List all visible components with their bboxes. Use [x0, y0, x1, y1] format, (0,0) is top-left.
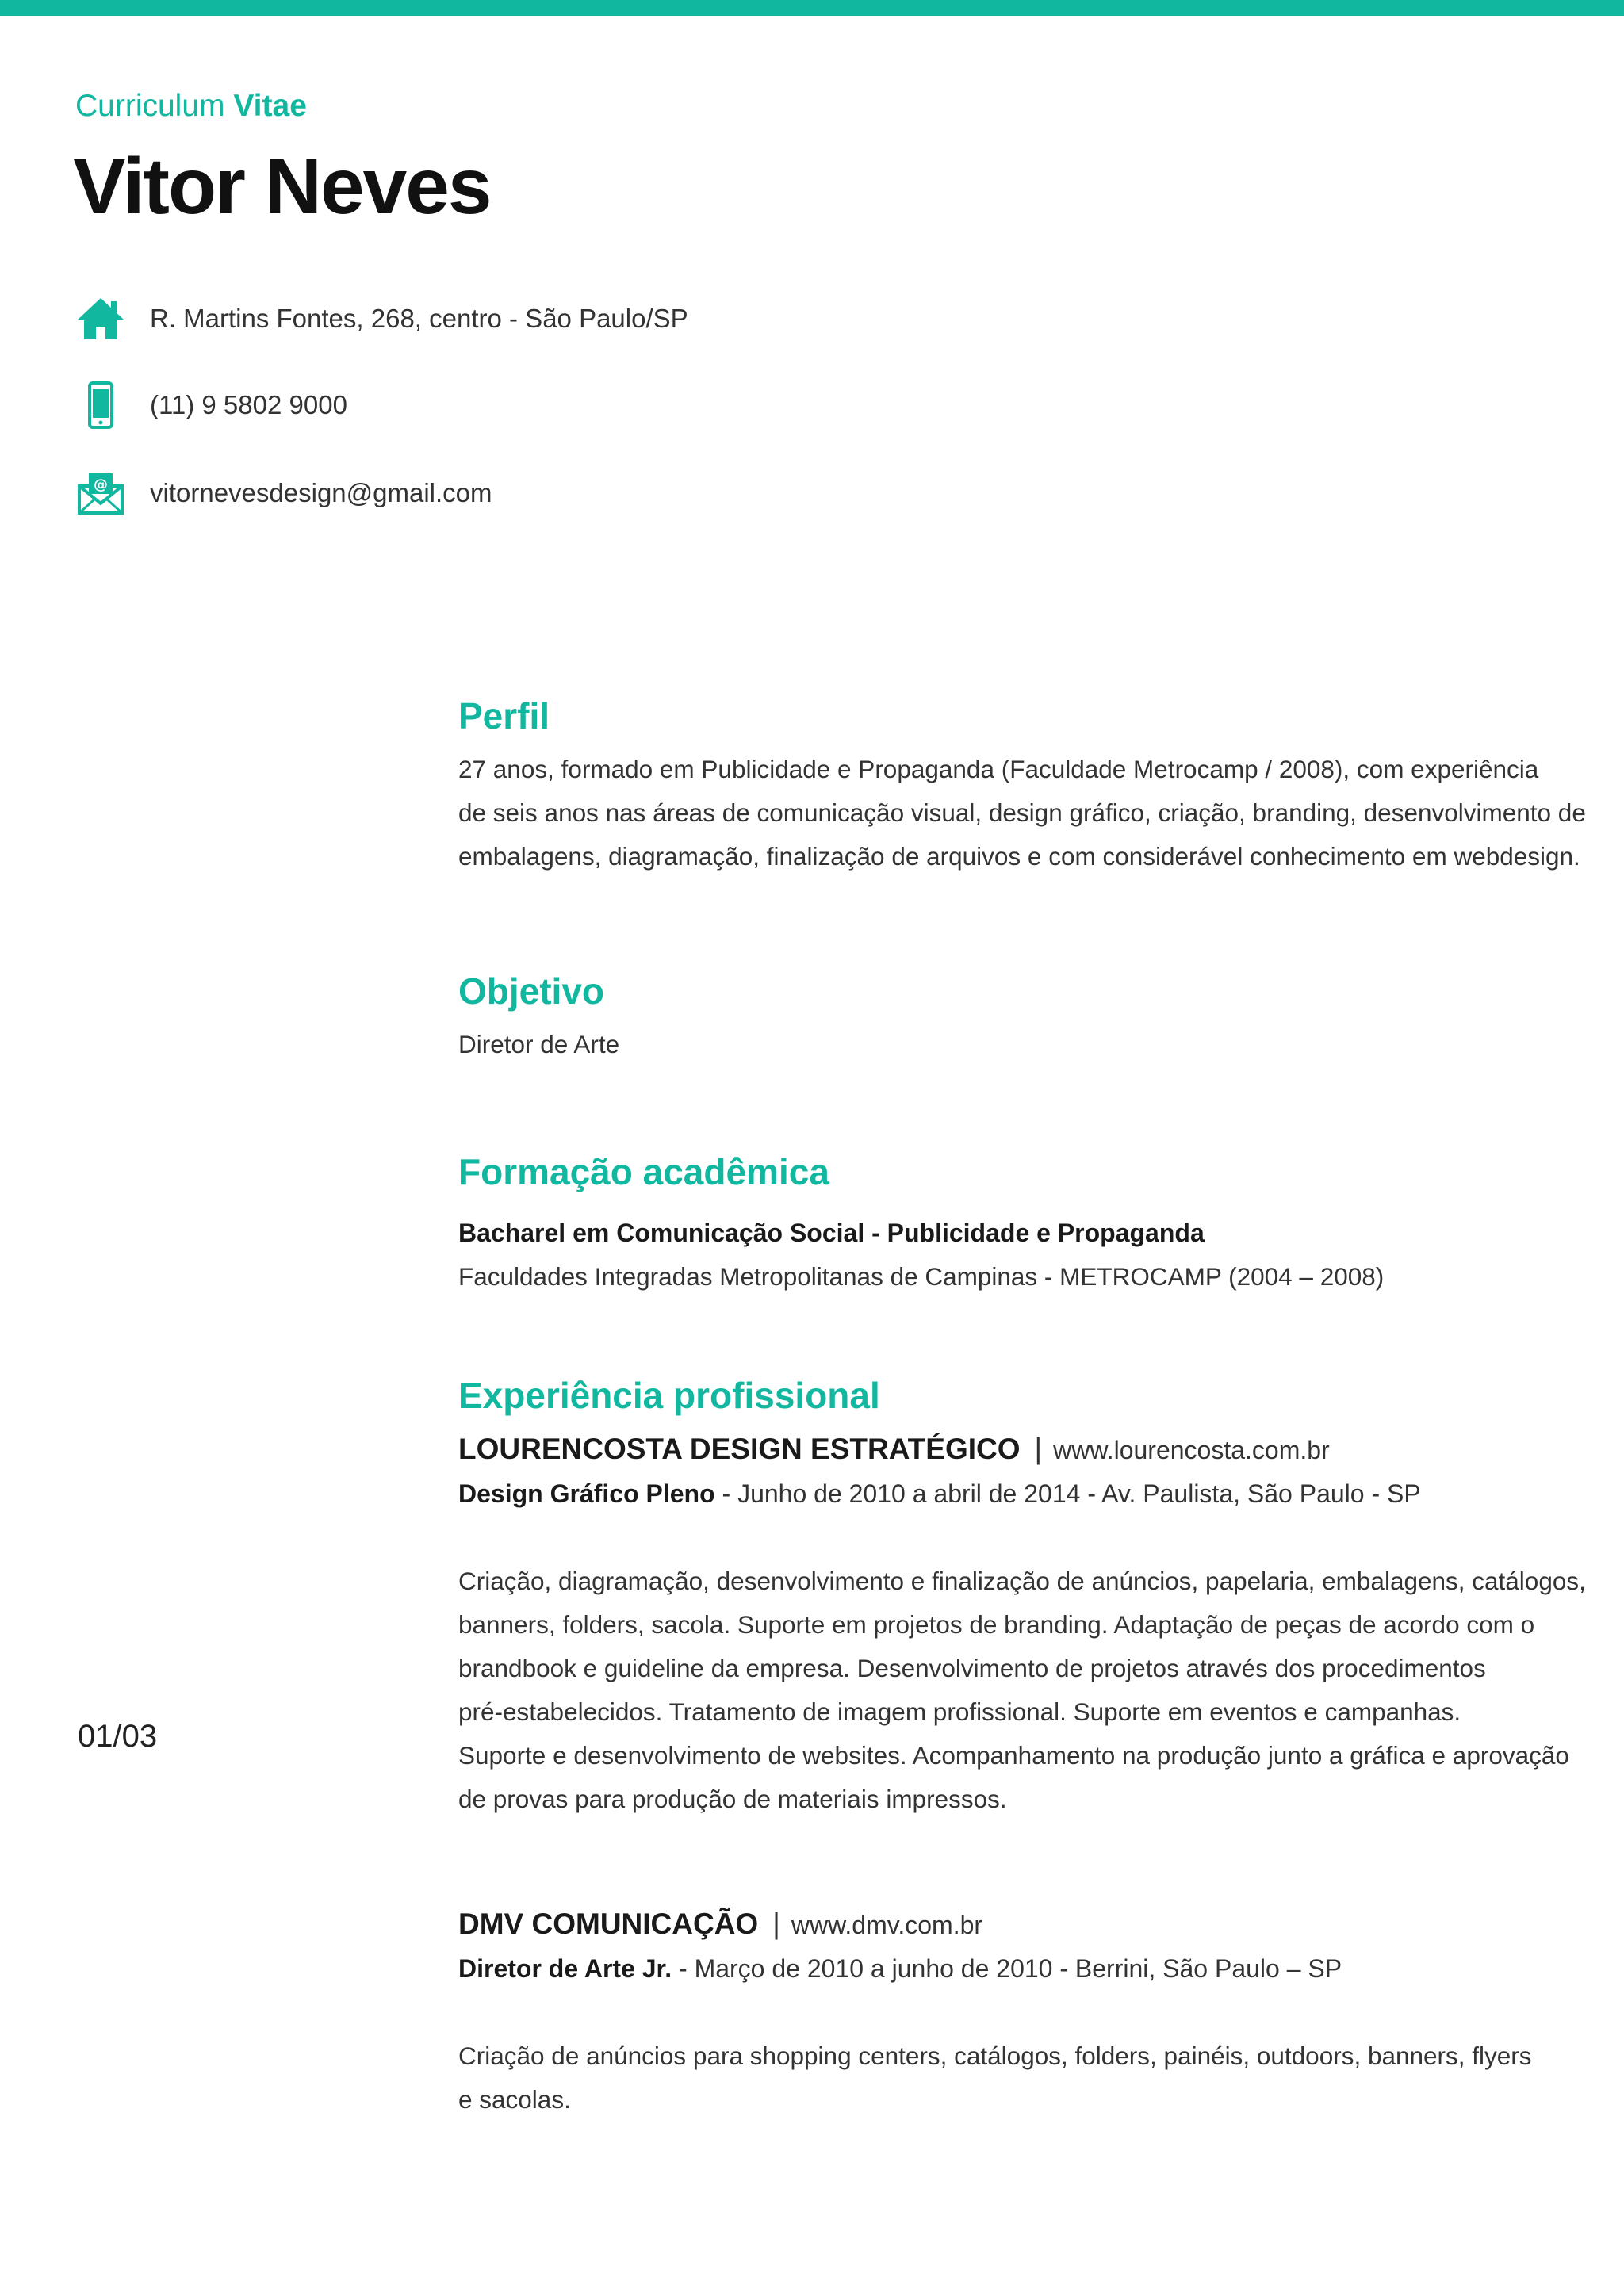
- contact-email-row: [75, 468, 492, 519]
- job-description-line: de provas para produção de materiais impressos.: [458, 1784, 1007, 1813]
- job-role-line: [458, 1472, 1545, 1516]
- job-company-line: [458, 1427, 1545, 1472]
- contact-address-row: [75, 293, 688, 344]
- section-experiencia: [458, 1375, 1586, 2122]
- job-description: [458, 2034, 1545, 2122]
- section-title-objetivo: Objetivo: [458, 970, 605, 1012]
- job-description-line: banners, folders, sacola. Suporte em projetos de branding. Adaptação de peças de acordo com o: [458, 1609, 1535, 1639]
- formacao-degree: Bacharel em Comunicação Social - Publicidade e Propaganda: [458, 1218, 1205, 1247]
- contact-phone: (11) 9 5802 9000: [150, 390, 347, 419]
- perfil-line: embalagens, diagramação, finalização de arquivos e com considerável conhecimento em webdesign.: [458, 841, 1580, 871]
- email-envelope-icon: [75, 468, 126, 519]
- section-objetivo: [458, 971, 1545, 1066]
- job-description-line: pré-estabelecidos. Tratamento de imagem profissional. Suporte em eventos e campanhas.: [458, 1697, 1461, 1726]
- job-description-line: Suporte e desenvolvimento de websites. Acompanhamento na produção junto a gráfica e aprovação: [458, 1740, 1569, 1770]
- section-perfil: [458, 695, 1586, 878]
- job-details: - Junho de 2010 a abril de 2014 - Av. Paulista, São Paulo - SP: [714, 1479, 1421, 1508]
- candidate-name: Vitor Neves: [73, 142, 491, 231]
- document-eyebrow: [75, 89, 307, 124]
- job-company-line: [458, 1902, 1545, 1947]
- job-role: Design Gráfico Pleno: [458, 1479, 715, 1508]
- section-title-formacao: Formação acadêmica: [458, 1151, 829, 1192]
- mobile-phone-icon: [75, 380, 126, 430]
- svg-text:@: @: [94, 476, 108, 493]
- objetivo-text: Diretor de Arte: [458, 1029, 620, 1058]
- perfil-line: 27 anos, formado em Publicidade e Propaganda (Faculdade Metrocamp / 2008), com experiência: [458, 754, 1539, 783]
- section-title-perfil: Perfil: [458, 695, 550, 737]
- job-url[interactable]: www.lourencosta.com.br: [1053, 1435, 1330, 1464]
- section-formacao: [458, 1152, 1545, 1299]
- job-description: [458, 1559, 1586, 1821]
- home-icon: [75, 293, 126, 344]
- job-role-line: [458, 1947, 1545, 1991]
- job-role: Diretor de Arte Jr.: [458, 1954, 672, 1983]
- contact-email[interactable]: vitornevesdesign@gmail.com: [150, 478, 492, 507]
- job-details: - Março de 2010 a junho de 2010 - Berrini, São Paulo – SP: [672, 1954, 1342, 1983]
- top-accent-bar: [0, 0, 1624, 16]
- perfil-line: de seis anos nas áreas de comunicação visual, design gráfico, criação, branding, desenvolvimento de: [458, 798, 1586, 827]
- page-number: 01/03: [78, 1719, 158, 1754]
- section-title-experiencia: Experiência profissional: [458, 1375, 880, 1416]
- perfil-text: [458, 748, 1586, 878]
- job-separator: |: [1034, 1432, 1043, 1465]
- contact-phone-row: [75, 380, 347, 430]
- job-description-line: brandbook e guideline da empresa. Desenvolvimento de projetos através dos procedimentos: [458, 1653, 1486, 1682]
- eyebrow-light: Curriculum: [75, 89, 225, 123]
- job-description-line: Criação, diagramação, desenvolvimento e finalização de anúncios, papelaria, embalagens, catálogos,: [458, 1566, 1586, 1595]
- job-description-line: e sacolas.: [458, 2084, 571, 2114]
- job-company: LOURENCOSTA DESIGN ESTRATÉGICO: [458, 1432, 1021, 1465]
- job-url[interactable]: www.dmv.com.br: [791, 1910, 983, 1939]
- job-company: DMV COMUNICAÇÃO: [458, 1907, 759, 1940]
- job-entry: [458, 1427, 1586, 1821]
- formacao-institution: Faculdades Integradas Metropolitanas de Campinas - METROCAMP (2004 – 2008): [458, 1261, 1385, 1291]
- job-separator: |: [772, 1907, 780, 1940]
- eyebrow-bold: Vitae: [233, 89, 307, 123]
- contact-address: R. Martins Fontes, 268, centro - São Paulo/SP: [150, 304, 688, 333]
- job-description-line: Criação de anúncios para shopping centers, catálogos, folders, painéis, outdoors, banners, flyers: [458, 2041, 1532, 2070]
- job-entry: [458, 1902, 1545, 2122]
